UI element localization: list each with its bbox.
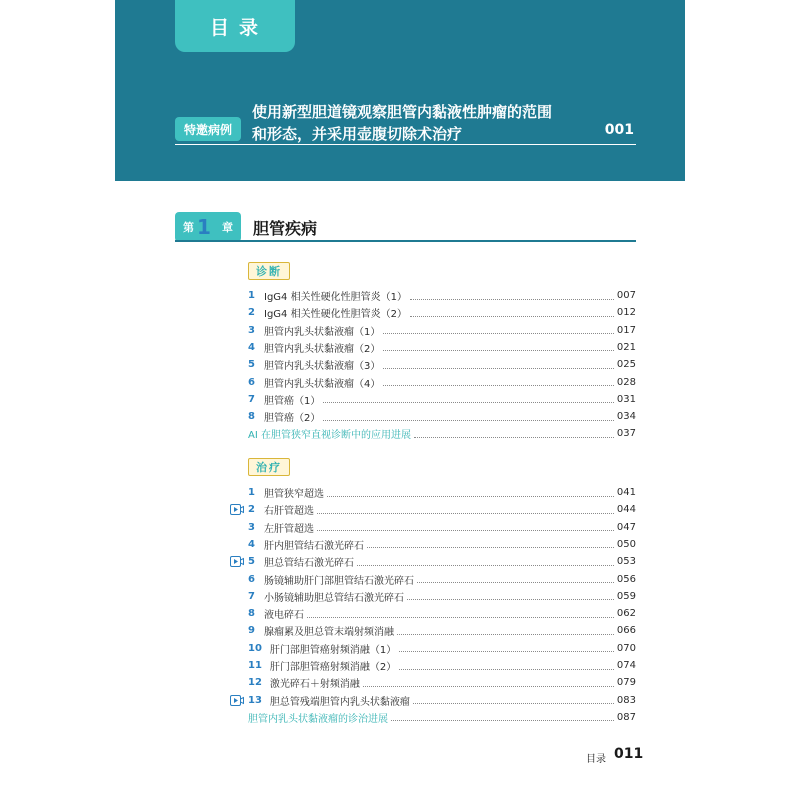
toc-entry-page: 062 — [616, 608, 636, 620]
toc-entry-title: 胆管癌（1） — [264, 395, 321, 407]
dot-leader — [383, 349, 614, 351]
toc-entry-title: 肝门部胆管癌射频消融（2） — [269, 662, 397, 673]
toc-entry[interactable] — [230, 674, 636, 691]
toc-entry-page: 050 — [616, 538, 636, 550]
toc-entry-title: 胆管内乳头状黏液瘤（1） — [264, 326, 381, 338]
section-label-diagnosis: 诊断 — [248, 262, 290, 280]
toc-entry-title: 胆总管残端胆管内乳头状黏液瘤 — [269, 696, 410, 708]
chapter-prefix: 第 — [183, 221, 195, 234]
toc-entry-number: 1 — [248, 290, 255, 301]
toc-entry-number: 1 — [248, 487, 255, 498]
dot-leader — [317, 512, 614, 514]
toc-entry-page: 012 — [616, 307, 636, 319]
toc-entry[interactable] — [230, 287, 636, 304]
section-label-treatment: 治疗 — [248, 458, 290, 476]
toc-entry-number: 7 — [248, 393, 255, 405]
footer-page-number: 011 — [614, 746, 644, 762]
toc-entry-page: 037 — [616, 428, 636, 440]
toc-entry[interactable] — [230, 657, 636, 674]
toc-entry-title: 液电碎石 — [264, 610, 304, 622]
toc-entry[interactable] — [230, 553, 636, 570]
toc-entry-number: 8 — [248, 608, 255, 620]
dot-leader — [399, 650, 614, 652]
video-play-icon[interactable] — [230, 695, 248, 706]
toc-entry-number: 5 — [248, 556, 255, 568]
toc-entry-title: 肠镜辅助肝门部胆管结石激光碎石 — [264, 575, 414, 587]
chapter-title: 胆管疾病 — [253, 219, 318, 238]
toc-entry-page: 031 — [616, 393, 636, 405]
toc-entry-page: 007 — [616, 290, 636, 301]
toc-entry-page: 074 — [616, 660, 636, 671]
toc-entry[interactable] — [230, 501, 636, 518]
dot-leader — [397, 633, 614, 635]
dot-leader — [414, 436, 614, 438]
chapter-number: 1 — [197, 215, 211, 239]
toc-entry[interactable] — [230, 484, 636, 501]
toc-entry-number: 6 — [248, 573, 255, 585]
toc-entry-title: IgG4 相关性硬化性胆管炎（1） — [264, 292, 407, 303]
toc-tab — [175, 0, 295, 52]
toc-entry-page: 053 — [616, 556, 636, 568]
toc-entry-page: 025 — [616, 359, 636, 371]
toc-entry-page: 047 — [616, 521, 636, 533]
dot-leader — [363, 685, 614, 687]
special-case-title[interactable] — [252, 101, 582, 145]
toc-entry-number: 12 — [248, 677, 262, 689]
toc-entry-page: 021 — [616, 341, 636, 353]
toc-entry-title: 激光碎石＋射频消融 — [269, 679, 360, 691]
special-case-page: 001 — [604, 122, 634, 138]
toc-entry[interactable] — [230, 339, 636, 356]
toc-special-entry[interactable] — [248, 709, 636, 726]
special-case-badge — [175, 117, 241, 141]
toc-entry-title: IgG4 相关性硬化性胆管炎（2） — [264, 309, 407, 321]
toc-entry-page: 044 — [616, 504, 636, 516]
toc-entry[interactable] — [230, 536, 636, 553]
toc-entry[interactable] — [230, 391, 636, 408]
toc-entry-page: 083 — [616, 694, 636, 706]
toc-entry[interactable] — [230, 519, 636, 536]
chapter-divider — [175, 240, 636, 242]
dot-leader — [383, 332, 614, 334]
toc-entry-number: 11 — [248, 660, 262, 671]
dot-leader — [407, 598, 614, 600]
toc-entry-page: 087 — [616, 711, 636, 723]
chapter-suffix: 章 — [221, 221, 233, 234]
toc-entry-number: 3 — [248, 521, 255, 533]
toc-entry-page: 056 — [616, 573, 636, 585]
toc-entry-number: 5 — [248, 359, 255, 371]
toc-entry-title: AI 在胆管狭窄直视诊断中的应用进展 — [248, 430, 411, 442]
toc-entry-number: 6 — [248, 376, 255, 388]
toc-entry-page: 066 — [616, 625, 636, 637]
toc-entry-title: 肝内胆管结石激光碎石 — [264, 540, 364, 552]
toc-special-entry[interactable] — [248, 425, 636, 442]
toc-entry-number: 10 — [248, 642, 262, 654]
toc-entry[interactable] — [230, 605, 636, 622]
toc-entry-page: 017 — [616, 324, 636, 336]
dot-leader — [323, 419, 614, 421]
video-play-icon[interactable] — [230, 556, 248, 567]
toc-entry-title: 腺瘤累及胆总管末端射频消融 — [264, 627, 394, 639]
toc-entry[interactable] — [230, 304, 636, 321]
toc-entry-title: 胆管内乳头状黏液瘤（3） — [264, 361, 381, 373]
toc-entry-number: 3 — [248, 324, 255, 336]
toc-entry-number: 7 — [248, 590, 255, 602]
dot-leader — [327, 495, 614, 497]
toc-entry-title: 胆管狭窄超选 — [264, 489, 324, 500]
toc-entry-title: 胆管癌（2） — [264, 413, 321, 425]
toc-entry-number: 9 — [248, 625, 255, 637]
toc-entry[interactable] — [230, 622, 636, 639]
toc-entry-number: 2 — [248, 504, 255, 516]
toc-entry[interactable] — [230, 374, 636, 391]
special-case-title-line2: 和形态，并采用壶腹切除术治疗 — [252, 125, 463, 143]
dot-leader — [323, 401, 614, 403]
toc-entry-title: 左肝管超选 — [264, 523, 314, 535]
toc-entry-number: 13 — [248, 694, 262, 706]
video-play-icon[interactable] — [230, 504, 248, 515]
toc-tab-label: 目录 — [209, 16, 268, 39]
dot-leader — [410, 315, 614, 317]
toc-entry-page: 070 — [616, 642, 636, 654]
toc-entry-number: 4 — [248, 341, 255, 353]
toc-entry-number: 8 — [248, 411, 255, 423]
toc-entry-title: 胆管内乳头状黏液瘤（4） — [264, 378, 381, 390]
dot-leader — [391, 719, 614, 721]
toc-entry[interactable] — [230, 692, 636, 709]
dot-leader — [399, 668, 614, 670]
toc-entry-page: 041 — [616, 487, 636, 498]
toc-entry-title: 胆总管结石激光碎石 — [264, 558, 354, 570]
toc-entry-page: 034 — [616, 411, 636, 423]
toc-entry-number: 4 — [248, 538, 255, 550]
toc-entry[interactable] — [230, 640, 636, 657]
dot-leader — [357, 564, 614, 566]
toc-entry[interactable] — [230, 571, 636, 588]
dot-leader — [367, 546, 614, 548]
special-case-title-line1: 使用新型胆道镜观察胆管内黏液性肿瘤的范围 — [252, 103, 553, 121]
chapter-badge — [175, 212, 241, 242]
special-case-divider — [175, 144, 636, 145]
dot-leader — [383, 367, 614, 369]
toc-entry-number: 2 — [248, 307, 255, 319]
special-case-badge-label: 特邀病例 — [183, 122, 232, 137]
toc-entry-title: 胆管内乳头状黏液瘤的诊治进展 — [248, 713, 388, 725]
toc-entry[interactable] — [230, 356, 636, 373]
dot-leader — [410, 298, 614, 300]
dot-leader — [417, 581, 614, 583]
dot-leader — [317, 529, 614, 531]
toc-entry-title: 肝门部胆管癌射频消融（1） — [269, 644, 397, 656]
dot-leader — [307, 616, 614, 618]
toc-entry-title: 小肠镜辅助胆总管结石激光碎石 — [264, 592, 404, 604]
toc-entry-page: 028 — [616, 376, 636, 388]
toc-entry[interactable] — [230, 322, 636, 339]
toc-entry-title: 胆管内乳头状黏液瘤（2） — [264, 343, 381, 355]
dot-leader — [413, 702, 614, 704]
toc-entry-page: 059 — [616, 590, 636, 602]
toc-entry[interactable] — [230, 408, 636, 425]
footer-label: 目录 — [586, 754, 606, 765]
toc-entry-title: 右肝管超选 — [264, 506, 314, 518]
toc-entry[interactable] — [230, 588, 636, 605]
dot-leader — [383, 384, 614, 386]
toc-entry-page: 079 — [616, 677, 636, 689]
